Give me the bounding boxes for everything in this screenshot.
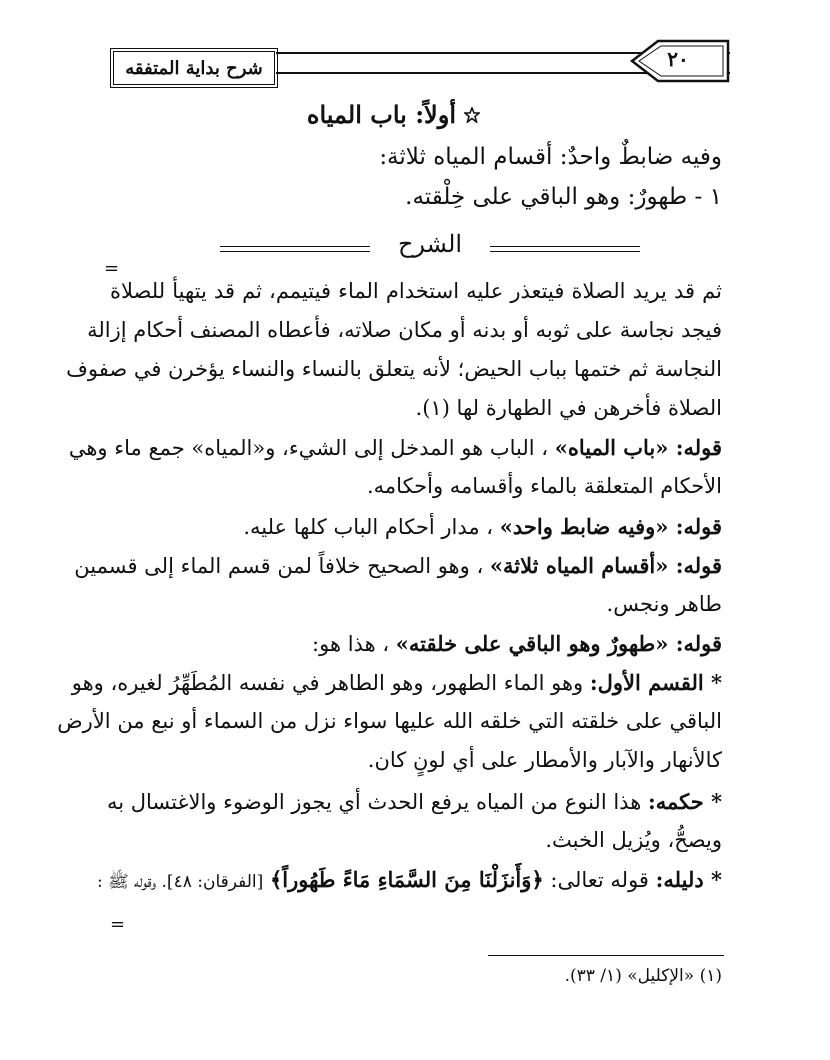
star-ornament-icon	[464, 107, 480, 123]
para3-line1	[243, 516, 722, 538]
para7-line2: ويصحُّ، ويُزيل الخبث.	[545, 828, 722, 852]
para2-line2: الأحكام المتعلقة بالماء وأقسامه وأحكامه.	[366, 474, 722, 498]
para3-rest: ، مدار أحكام الباب كلها عليه.	[243, 515, 494, 539]
para8-pre: قوله تعالى:	[550, 868, 649, 892]
continuation-mark-top: =	[104, 258, 120, 279]
para6-line3: كالأنهار والآبار والأمطار على أي لونٍ كان.	[367, 748, 722, 772]
para4-line2: طاهر ونجس.	[606, 592, 722, 616]
continuation-mark-bottom: =	[110, 914, 126, 935]
para4-line1	[74, 553, 722, 578]
para7-rest: هذا النوع من المياه يرفع الحدث أي يجوز الوضوء والاغتسال به	[107, 790, 642, 814]
para4-bold: قوله: «أقسام المياه ثلاثة»	[489, 553, 722, 578]
book-title-box	[110, 48, 278, 88]
para8-bold: * دليله:	[655, 867, 722, 892]
para6-rest: وهو الماء الطهور، وهو الطاهر في نفسه المُطَهِّرُ لغيره، وهو	[71, 671, 584, 695]
matn-line-1: وفيه ضابطٌ واحدٌ: أقسام المياه ثلاثة:	[379, 144, 722, 170]
para5-bold: قوله: «طهورٌ وهو الباقي على خلقته»	[395, 631, 722, 656]
para5-rest: ، هذا هو:	[312, 632, 390, 656]
para2-lead: قوله	[683, 435, 722, 460]
para6-line2: الباقي على خلقته التي خلقه الله عليها سواء نزل من السماء أو نبع من الأرض	[57, 709, 722, 733]
para5-line1	[312, 633, 722, 655]
quran-verse: ﴿وَأَنزَلْنَا مِنَ السَّمَاءِ مَاءً طَهُوراً﴾	[269, 867, 544, 892]
para2-line1	[68, 435, 722, 460]
sharh-rule-right	[490, 246, 640, 252]
sharh-rule-left	[220, 246, 370, 252]
section-title-text: أولاً: باب المياه	[306, 100, 456, 129]
para1-line2: فيجد نجاسة على ثوبه أو بدنه أو مكان صلاته، فأعطاه المصنف أحكام إزالة	[87, 318, 722, 342]
para8-line1	[97, 869, 722, 891]
para2-rest: ، الباب هو المدخل إلى الشيء، و«المياه» جمع ماء وهي	[68, 436, 549, 460]
para6-line1	[71, 670, 722, 695]
footnote-rule	[488, 955, 724, 956]
verse-reference: [الفرقان: ٤٨]. وقوله ﷺ :	[97, 872, 264, 892]
para1-line1: ثم قد يريد الصلاة فيتعذر عليه استخدام الماء فيتيمم، ثم قد يتهيأ للصلاة	[110, 279, 722, 303]
section-title	[307, 100, 480, 129]
footnote: (١) «الإكليل» (١/ ٣٣).	[564, 966, 722, 986]
para2-quote: : «باب المياه»	[554, 435, 684, 460]
para6-bold: * القسم الأول:	[589, 670, 722, 695]
para3-bold: قوله: «وفيه ضابط واحد»	[499, 514, 722, 539]
sharh-divider	[220, 230, 640, 260]
book-title: شرح بداية المتفقه	[125, 57, 263, 79]
page-number: ٢٠	[667, 47, 689, 71]
para7-line1	[107, 789, 722, 814]
sharh-label: الشرح	[397, 230, 463, 258]
para7-bold: * حكمه:	[647, 789, 722, 814]
para1-line3: النجاسة ثم ختمها بباب الحيض؛ لأنه يتعلق بالنساء والنساء يؤخرن في صفوف	[66, 357, 722, 381]
matn-line-2: ١ - طهورٌ: وهو الباقي على خِلْقته.	[405, 184, 722, 210]
para1-line4: الصلاة فأخرهن في الطهارة لها (١).	[415, 396, 722, 420]
para4-rest: ، وهو الصحيح خلافاً لمن قسم الماء إلى قسمين	[74, 554, 484, 578]
